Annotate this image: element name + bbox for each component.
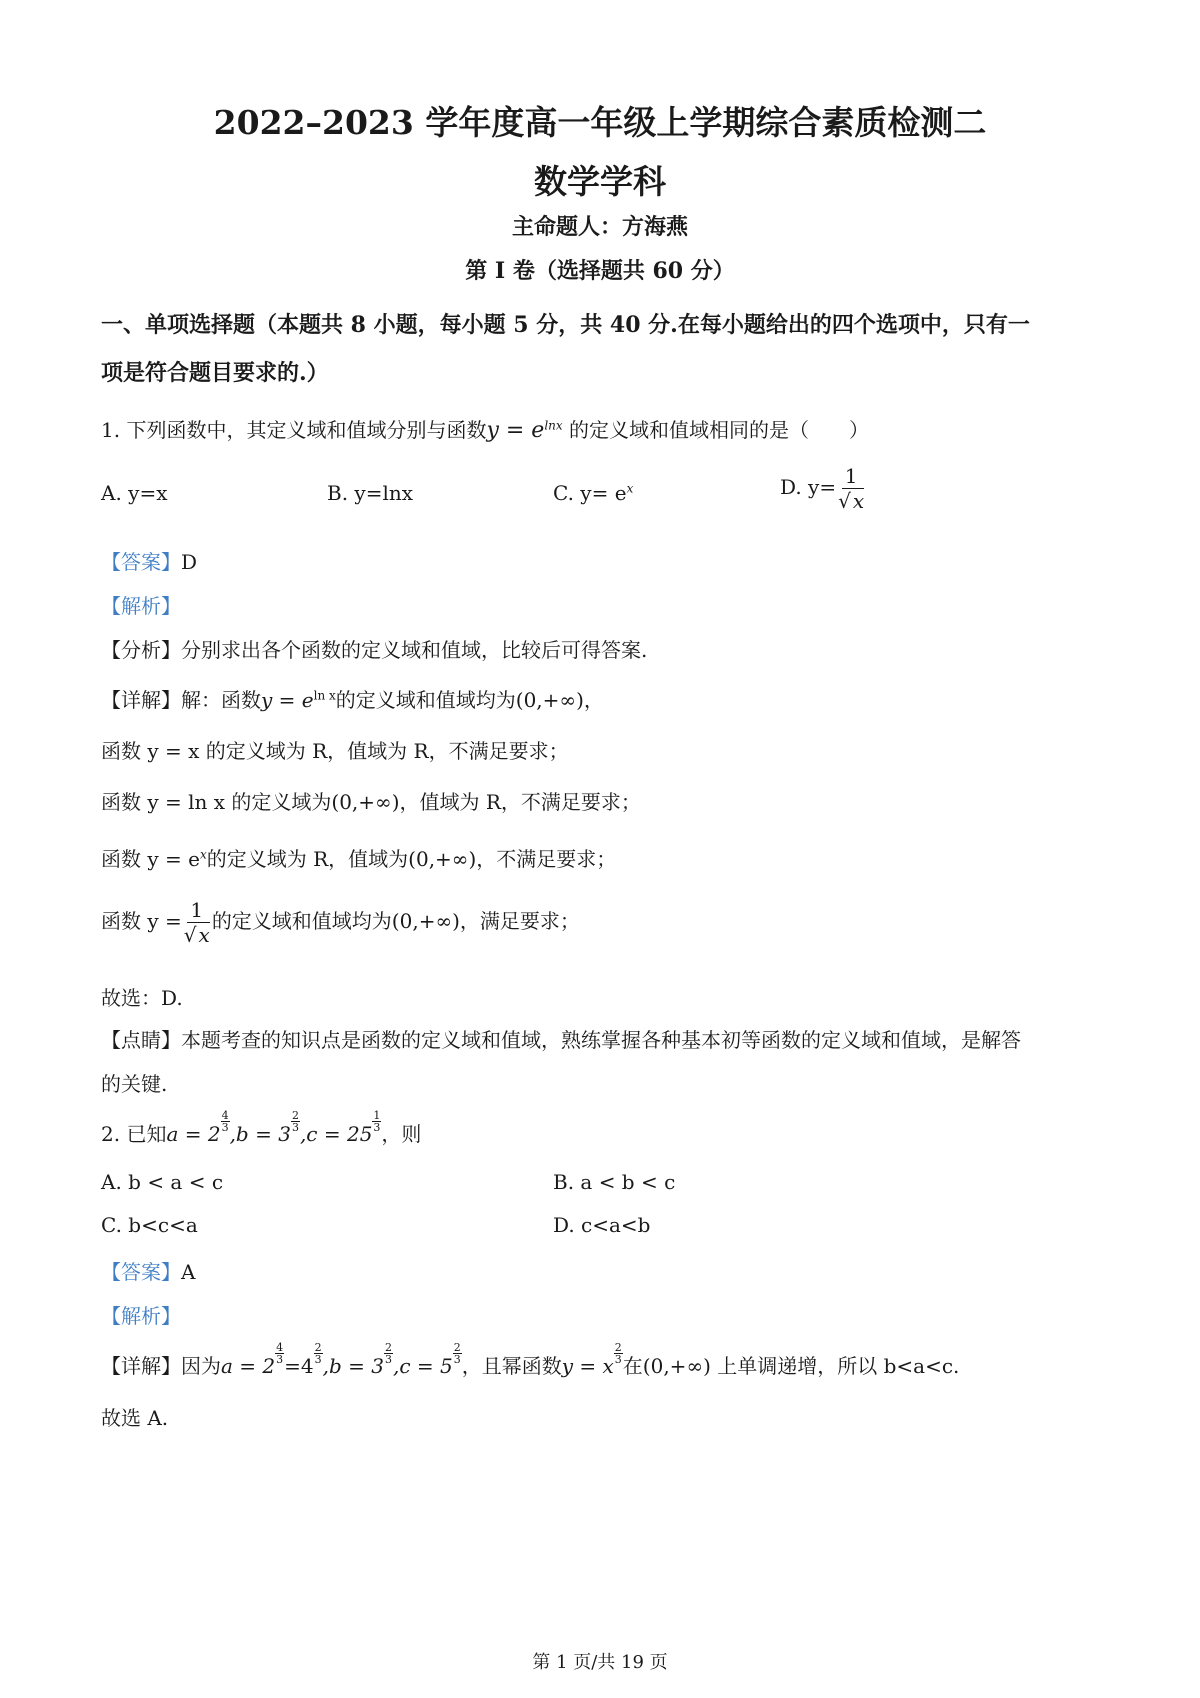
q1-detail-sup: ln x	[313, 688, 336, 703]
q1-line4-suffix: 的定义域和值域均为(0,+∞)，满足要求；	[211, 909, 580, 933]
q1-line3-suffix: 的定义域为 R，值域为(0,+∞)，不满足要求；	[206, 847, 617, 871]
q2-detail-a-exp	[275, 1342, 284, 1365]
q2-option-d: D. c<a<b	[553, 1213, 651, 1237]
q1-line4	[101, 900, 580, 945]
q1-detail-formula: y = e	[261, 688, 314, 712]
q1-answer-value: D	[181, 550, 198, 574]
q2-a-base: a = 2	[166, 1122, 221, 1146]
q1-option-d	[780, 466, 866, 511]
q2-analysis-tag: 【解析】	[101, 1304, 181, 1328]
q2-detail-a-num: 4	[276, 1341, 284, 1354]
q2-answer-tag: 【答案】	[101, 1260, 181, 1284]
q2-detail-suffix: 在(0,+∞) 上单调递增，所以 b<a<c.	[622, 1354, 960, 1378]
q1-dianjing-line2: 的关键.	[101, 1072, 168, 1096]
q2-option-a: A. b < a < c	[101, 1170, 224, 1194]
q1-line3-prefix: 函数 y = e	[101, 847, 200, 871]
q1-stem-prefix: 1. 下列函数中，其定义域和值域分别与函数	[101, 418, 487, 442]
q2-answer-value: A	[181, 1260, 196, 1284]
q1-line4-den: x	[198, 923, 210, 947]
q2-a-exp-den: 3	[221, 1121, 229, 1134]
q2-detail-c: ,c = 5	[392, 1354, 453, 1378]
subject-title: 数学学科	[534, 162, 666, 201]
q2-a-exp-num: 4	[221, 1109, 229, 1122]
q2-detail-a: a = 2	[221, 1354, 276, 1378]
q1-detail-prefix: 【详解】解：函数	[101, 688, 261, 712]
q2-c-exp-den: 3	[373, 1121, 381, 1134]
q2-detail-mid: ，且幂函数	[461, 1354, 562, 1378]
page-number: 第 1 页/共 19 页	[532, 1652, 668, 1673]
q2-b-base: ,b = 3	[229, 1122, 291, 1146]
q2-detail-c-den: 3	[453, 1353, 461, 1366]
q2-detail-eq-num: 2	[314, 1341, 322, 1354]
q2-detail-c-num: 2	[453, 1341, 461, 1354]
q1-line4-prefix: 函数 y =	[101, 909, 182, 933]
q1-answer-tag: 【答案】	[101, 550, 181, 574]
q2-b-exp-den: 3	[291, 1121, 299, 1134]
q2-detail-y-exp	[614, 1342, 623, 1365]
q2-detail-b-den: 3	[384, 1353, 392, 1366]
q2-b-exp-num: 2	[291, 1109, 299, 1122]
section-heading-line2: 项是符合题目要求的.）	[101, 360, 329, 386]
q2-b-exp	[291, 1110, 300, 1133]
q1-option-b: B. y=lnx	[327, 481, 414, 505]
q1-option-d-label: D. y=	[780, 475, 837, 499]
q2-detail-b-exp	[384, 1342, 393, 1365]
q1-line1: 函数 y = x 的定义域为 R，值域为 R，不满足要求；	[101, 739, 569, 763]
q1-line3	[101, 843, 616, 872]
q1-stem	[101, 414, 869, 443]
q1-option-d-num: 1	[842, 466, 861, 489]
volume-line: 第 I 卷（选择题共 60 分）	[465, 258, 735, 284]
q2-stem-suffix: ，则	[381, 1122, 422, 1146]
q2-answer	[101, 1256, 195, 1285]
q2-detail-prefix: 【详解】因为	[101, 1354, 221, 1378]
q2-detail-a-den: 3	[276, 1353, 284, 1366]
q1-option-d-fraction: $\frac{1}{√ x}$	[838, 464, 865, 513]
exam-title: 2022–2023 学年度高一年级上学期综合素质检测二	[213, 103, 987, 142]
q2-detail-b-num: 2	[384, 1341, 392, 1354]
q2-detail-y-den: 3	[614, 1353, 622, 1366]
q1-detail	[101, 684, 604, 713]
q1-option-c	[553, 481, 633, 505]
q2-c-base: ,c = 25	[299, 1122, 373, 1146]
q1-answer	[101, 546, 197, 575]
q1-dianjing-line1: 【点睛】本题考查的知识点是函数的定义域和值域，熟练掌握各种基本初等函数的定义域和值域，是解答	[101, 1028, 1021, 1052]
q2-detail-eq-exp	[314, 1342, 323, 1365]
q1-option-c-label: C. y= e	[553, 481, 627, 505]
q1-choose: 故选：D.	[101, 986, 183, 1010]
q2-stem	[101, 1109, 422, 1147]
q2-a-exp	[221, 1110, 230, 1133]
q1-fenxi: 【分析】分别求出各个函数的定义域和值域，比较后可得答案.	[101, 638, 648, 662]
q1-stem-formula: y = e	[486, 418, 545, 443]
q1-option-a: A. y=x	[101, 481, 168, 505]
q1-option-c-sup: x	[626, 481, 634, 496]
q1-option-d-den: x	[852, 489, 865, 513]
q2-option-b: B. a < b < c	[553, 1170, 676, 1194]
q1-stem-sup: lnx	[544, 418, 563, 433]
q2-option-c: C. b<c<a	[101, 1213, 198, 1237]
author-line: 主命题人：方海燕	[511, 214, 688, 240]
q1-stem-suffix: 的定义域和值域相同的是（ ）	[569, 418, 870, 442]
q2-detail	[101, 1341, 960, 1379]
q1-detail-suffix: 的定义域和值域均为(0,+∞)，	[335, 688, 604, 712]
q1-line4-num: 1	[187, 900, 206, 923]
q1-line4-fraction: $\frac{1}{√ x}$	[183, 898, 210, 947]
q2-c-exp-num: 1	[373, 1109, 381, 1122]
q2-detail-y-num: 2	[614, 1341, 622, 1354]
q2-detail-b: ,b = 3	[322, 1354, 384, 1378]
q1-analysis-tag: 【解析】	[101, 594, 181, 618]
q1-line3-sup: x	[199, 847, 207, 862]
q2-stem-prefix: 2. 已知	[101, 1122, 167, 1146]
section-heading-line1: 一、单项选择题（本题共 8 小题，每小题 5 分，共 40 分.在每小题给出的四个选项中，只有一	[101, 312, 1030, 338]
q2-detail-eq: =4	[284, 1354, 314, 1378]
q2-detail-eq-den: 3	[314, 1353, 322, 1366]
q2-detail-y: y = x	[561, 1354, 614, 1378]
q1-line2: 函数 y = ln x 的定义域为(0,+∞)，值域为 R，不满足要求；	[101, 790, 641, 814]
q2-choose: 故选 A.	[101, 1406, 169, 1430]
q2-detail-c-exp	[453, 1342, 462, 1365]
